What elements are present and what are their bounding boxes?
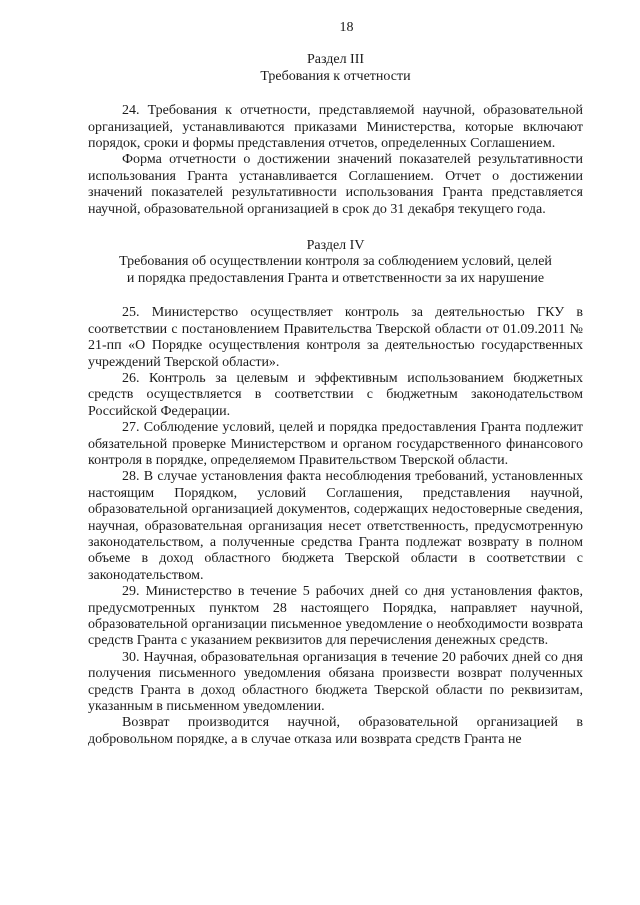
section-4-subheading-line2: и порядка предоставления Гранта и ответственности за их нарушение: [126, 270, 545, 286]
section-4-subheading-line1: Требования об осуществлении контроля за соблюдением условий, целей: [119, 254, 552, 270]
section-3-subheading: Требования к отчетности: [260, 68, 411, 84]
paragraph-report-form: Форма отчетности о достижении значений показателей результативности использования Гранта устанавливается Соглашением. Отчет о достижении значений показателей результативности использования Гранта представляется научной, образовательной организацией в срок до 31 декабря текущего года.: [88, 152, 583, 217]
paragraph-29: 29. Министерство в течение 5 рабочих дней со дня установления фактов, предусмотренных пунктом 28 настоящего Порядка, направляет научной, образовательной организации письменное уведомление о необходимости возврата средств Гранта с указанием реквизитов для перечисления денежных средств.: [88, 584, 583, 649]
paragraph-24: 24. Требования к отчетности, представляемой научной, образовательной организацией, устанавливаются приказами Министерства, которые включают порядок, сроки и формы представления отчетов, определенных Соглашением.: [88, 103, 583, 152]
paragraph-27: 27. Соблюдение условий, целей и порядка предоставления Гранта подлежит обязательной проверке Министерством и органом государственного финансового контроля в порядке, определяемом Правительством Тверской области.: [88, 420, 583, 468]
paragraph-25: 25. Министерство осуществляет контроль за деятельностью ГКУ в соответствии с постановлением Правительства Тверской области от 01.09.2011 № 21-пп «О Порядке осуществления контроля за деятельностью государственных учреждений Тверской области».: [88, 305, 583, 370]
paragraph-28: 28. В случае установления факта несоблюдения требований, установленных настоящим Порядком, условий Соглашения, представления научной, образовательной организацией документов, содержащих недостоверные сведения, научная, образовательная организация несет ответственность, предусмотренную законодательством, а полученные средства Гранта подлежат возврату в полном объеме в доход областного бюджета Тверской области в соответствии с законодательством.: [88, 469, 583, 583]
paragraph-26: 26. Контроль за целевым и эффективным использованием бюджетных средств осуществляется в соответствии с бюджетным законодательством Российской Федерации.: [88, 370, 583, 419]
section-4-heading: Раздел IV: [306, 238, 365, 254]
paragraph-30: 30. Научная, образовательная организация в течение 20 рабочих дней со дня получения письменного уведомления обязана произвести возврат полученных средств Гранта в доход областного бюджета Тверской области по реквизитам, указанным в письменном уведомлении.: [88, 649, 583, 715]
page-number: 18: [339, 20, 354, 35]
paragraph-return: Возврат производится научной, образовательной организацией в добровольном порядке, а в случае отказа или возврата средств Гранта не: [88, 715, 583, 747]
section-3-heading: Раздел III: [306, 52, 365, 68]
